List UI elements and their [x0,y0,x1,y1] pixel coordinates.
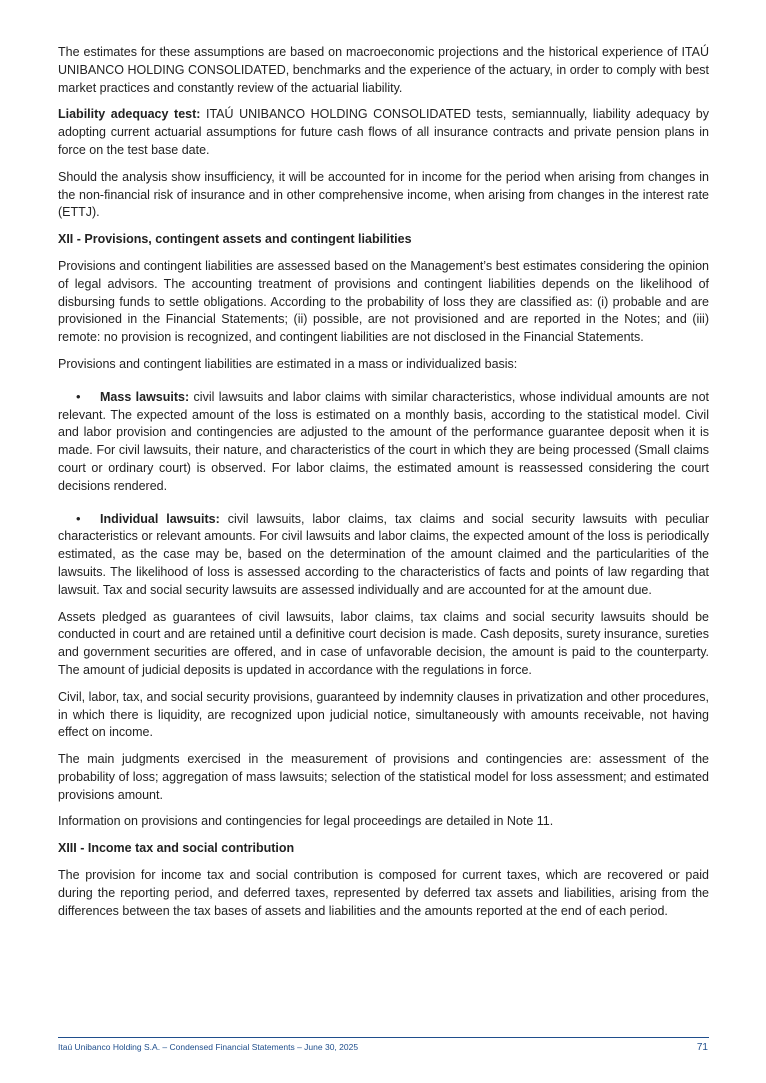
mass-lawsuits-text: civil lawsuits and labor claims with similar characteristics, whose individual amounts are not relevant. The expected amount of the loss is estimated on a monthly basis, according to the statistical model. Civil and labor provision and contingencies are adjusted to the amount of the performance guarantee deposit when it is made. For civil lawsuits, their nature, and characteristics of the court in which they are being processed (Small claims court or ordinary court) is observed. For labor claims, the estimated amount is reassessed considering the court decisions rendered. [58,389,709,493]
bullet-individual-lawsuits [58,510,709,600]
document-body [58,44,709,929]
liability-adequacy-lead: Liability adequacy test: [58,107,201,122]
liability-adequacy-text: ITAÚ UNIBANCO HOLDING CONSOLIDATED tests, semiannually, liability adequacy by adopting current actuarial assumptions for future cash flows of all insurance contracts and private pension plans in force on the test base date. [58,107,709,157]
individual-lawsuits-text: civil lawsuits, labor claims, tax claims and social security lawsuits with peculiar characteristics or relevant amounts. For civil lawsuits and labor claims, the expected amount of the loss is periodically estimated, as the case may be, based on the determination of the amount claimed and the particularities of the lawsuits. The likelihood of loss is assessed according to the characteristics of facts and points of law regarding that lawsuit. Tax and social security lawsuits are assessed individually and are accounted for at the amount due. [58,511,710,597]
paragraph-indemnity-provisions: Civil, labor, tax, and social security provisions, guaranteed by indemnity clauses in privatization and other procedures, in which there is liquidity, are recognized upon judicial notice, simultaneously with amounts receivable, not having effect on income. [58,689,709,740]
bullet-icon: • [76,510,81,526]
paragraph-provisions-assessment: Provisions and contingent liabilities are assessed based on the Management’s best estimates considering the opinion of legal advisors. The accounting treatment of provisions and contingent liabilities depends on the likelihood of disbursing funds to settle obligations. According to the probability of loss they are classified as: (i) probable and are provisioned in the Financial Statements; (ii) possible, are not provisioned and are reported in the Notes; and (iii) remote: no provision is recognized, and contingent liabilities are not disclosed in the Financial Statements. [58,258,709,345]
paragraph-note-11-reference: Information on provisions and contingencies for legal proceedings are detailed in Note 11. [58,814,554,829]
paragraph-main-judgments: The main judgments exercised in the measurement of provisions and contingencies are: assessment of the probability of loss; aggregation of mass lawsuits; selection of the statistical model for loss assessment; and estimated provisions amount. [58,752,709,802]
paragraph-actuarial-estimates: The estimates for these assumptions are based on macroeconomic projections and the historical experience of ITAÚ UNIBANCO HOLDING CONSOLIDATED, benchmarks and the experience of the actuary, in order to comply with best market practices and constantly review of the actuarial liability. [58,45,709,95]
footer-divider [58,1037,709,1038]
page-number: 71 [696,1042,708,1053]
mass-lawsuits-lead: Mass lawsuits: [100,389,190,404]
paragraph-insufficiency: Should the analysis show insufficiency, it will be accounted for in income for the period when arising from changes in the non-financial risk of insurance and in other comprehensive income, when arising from changes in the interest rate (ETTJ). [58,169,709,220]
paragraph-liability-adequacy [58,106,709,159]
paragraph-assets-pledged: Assets pledged as guarantees of civil lawsuits, labor claims, tax claims and social security lawsuits should be conducted in court and are retained until a definitive court decision is made. Cash deposits, surety insurance, sureties and government securities are offered, and in case of unfavorable decision, the amount is paid to the counterparty. The amount of judicial deposits is updated in accordance with the regulations in force. [58,609,709,677]
footer-document-title: Itaú Unibanco Holding S.A. – Condensed Financial Statements – June 30, 2025 [58,1042,359,1052]
section-heading-xiii: XIII - Income tax and social contribution [58,841,295,856]
paragraph-mass-or-individual: Provisions and contingent liabilities are estimated in a mass or individualized basis: [58,356,518,371]
section-heading-xii: XII - Provisions, contingent assets and contingent liabilities [58,232,412,247]
bullet-mass-lawsuits [58,388,709,496]
individual-lawsuits-lead: Individual lawsuits: [100,511,220,526]
paragraph-income-tax: The provision for income tax and social contribution is composed for current taxes, which are recovered or paid during the reporting period, and deferred taxes, represented by deferred tax assets and liabilities, arising from the differences between the tax bases of assets and liabilities and the amounts reported at the end of each period. [58,868,709,918]
bullet-icon: • [76,388,81,404]
